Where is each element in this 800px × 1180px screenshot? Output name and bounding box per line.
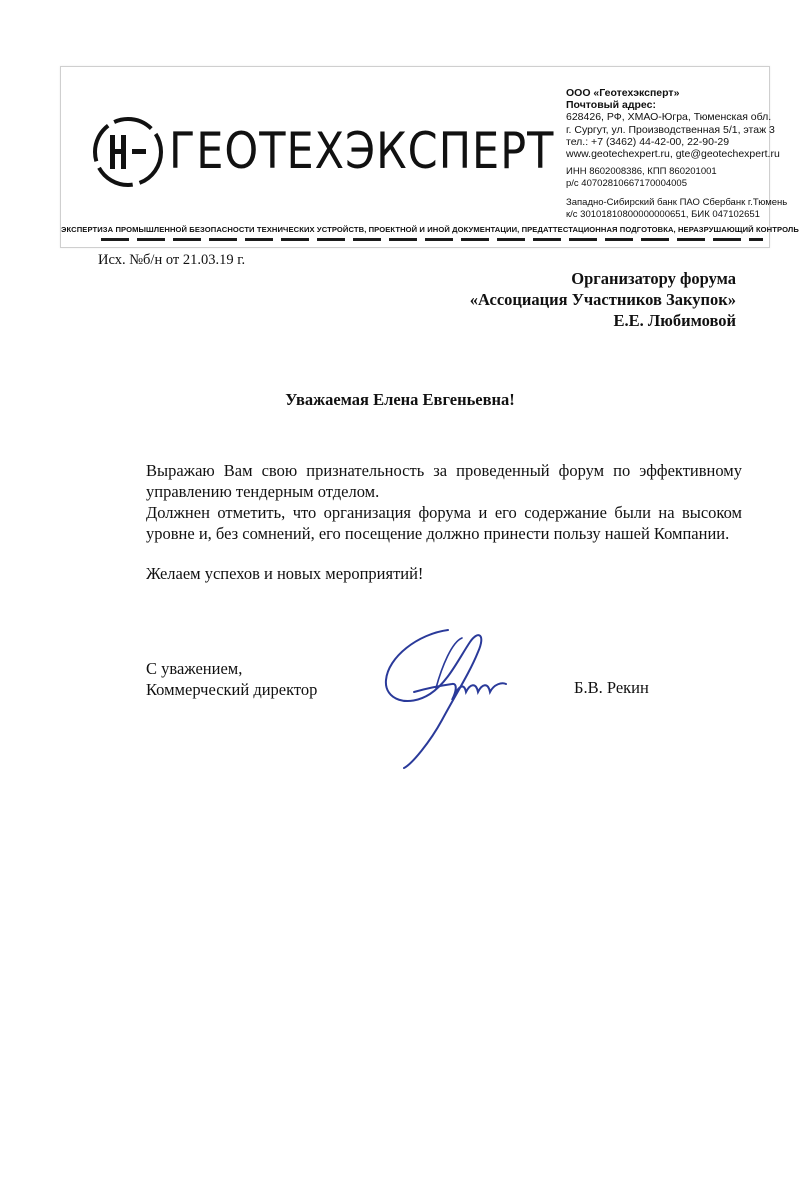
contact-line: г. Сургут, ул. Производственная 5/1, этаж 3 [566, 123, 775, 136]
contact-line: www.geotechexpert.ru, gte@geotechexpert.ru [566, 148, 780, 161]
company-contacts [566, 87, 788, 221]
addressee-line: «Ассоциация Участников Закупок» [469, 290, 736, 309]
bank-line: Западно-Сибирский банк ПАО Сбербанк г.Тюмень [566, 196, 788, 208]
letter-body [146, 460, 742, 544]
closing-wish: Желаем успехов и новых мероприятий! [146, 564, 424, 583]
regards-line: С уважением, [146, 659, 243, 678]
addressee-block [470, 268, 736, 331]
bank-line: р/с 40702810667170004005 [566, 178, 687, 190]
company-logo-icon [91, 115, 165, 189]
signer-title: Коммерческий директор [146, 680, 318, 699]
contact-line: ООО «Геотехэксперт» [566, 87, 680, 99]
signature [378, 622, 518, 772]
greeting: Уважаемая Елена Евгеньевна! [285, 390, 515, 409]
company-name: ГЕОТЕХЭКСПЕРТ [169, 123, 555, 181]
bank-line: ИНН 8602008386, КПП 860201001 [566, 166, 717, 178]
paragraph: Выражаю Вам свою признательность за проведенный форум по эффективному управлению тендерным отделом. [146, 461, 742, 501]
letterhead [60, 66, 799, 248]
addressee-line: Е.Е. Любимовой [613, 311, 736, 330]
outgoing-number: Исх. №б/н от 21.03.19 г. [98, 252, 246, 268]
signer-name: Б.В. Рекин [574, 678, 649, 697]
dashed-divider [101, 238, 763, 241]
contact-line: 628426, РФ, ХМАО-Югра, Тюменская обл. [566, 111, 772, 124]
contact-line: тел.: +7 (3462) 44-42-00, 22-90-29 [566, 135, 730, 148]
bank-line: к/с 30101810800000000651, БИК 047102651 [566, 208, 760, 220]
paragraph: Должнен отметить, что организация форума и его содержание были на высоком уровне и, без сомнений, его посещение должно принести пользу нашей Компании. [146, 503, 742, 543]
contact-line: Почтовый адрес: [566, 99, 656, 112]
regards-block [146, 658, 317, 700]
addressee-line: Организатору форума [571, 269, 736, 288]
company-tagline: ЭКСПЕРТИЗА ПРОМЫШЛЕННОЙ БЕЗОПАСНОСТИ ТЕХНИЧЕСКИХ УСТРОЙСТВ, ПРОЕКТНОЙ И ИНОЙ ДОКУМЕНТАЦИИ, ПРЕДАТТЕСТАЦИОННАЯ ПОДГОТОВКА, НЕРАЗРУШАЮЩИЙ КОНТРОЛЬ [61, 225, 799, 234]
